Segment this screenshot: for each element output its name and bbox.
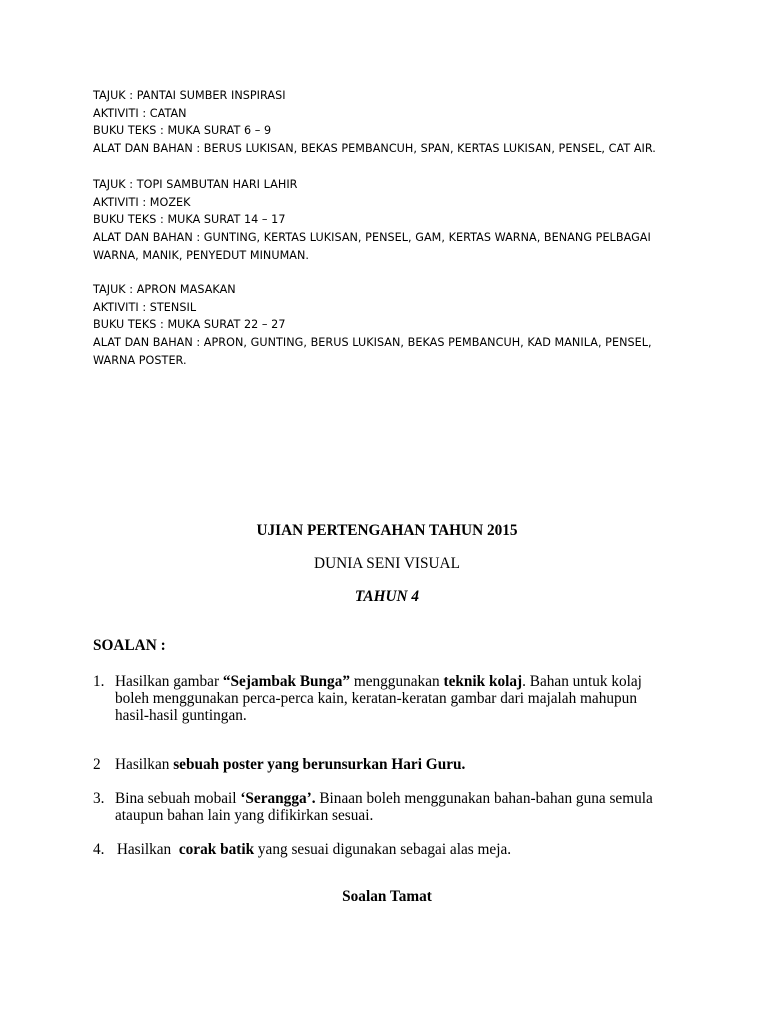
exam-year: TAHUN 4 [354, 588, 420, 605]
question-text-line: boleh menggunakan perca-perca kain, keratan-keratan gambar dari majalah mahupun [115, 690, 637, 707]
question-text: Hasilkan gambar [115, 673, 223, 690]
question-number: 2 [93, 756, 101, 773]
topic-block-1 [93, 87, 693, 158]
topic-title: TAJUK : APRON MASAKAN [93, 283, 236, 296]
topic-textbook-pages: BUKU TEKS : MUKA SURAT 6 – 9 [93, 124, 272, 138]
end-of-questions: Soalan Tamat [342, 888, 432, 905]
topic-materials: ALAT DAN BAHAN : GUNTING, KERTAS LUKISAN, PENSEL, GAM, KERTAS WARNA, BENANG PELBAGAI [93, 231, 651, 245]
question-number: 3. [93, 790, 105, 807]
question-4 [93, 841, 693, 858]
question-text: yang sesuai digunakan sebagai alas meja. [254, 841, 512, 858]
question-text: Bina sebuah mobail [115, 790, 241, 807]
question-text-line: ataupun bahan lain yang difikirkan sesuai. [115, 807, 374, 824]
question-text: Hasilkan [115, 756, 174, 773]
question-emphasis: sebuah poster yang berunsurkan Hari Guru. [173, 756, 466, 773]
question-emphasis: corak batik [178, 841, 255, 858]
question-2 [93, 756, 693, 773]
topic-textbook-pages: BUKU TEKS : MUKA SURAT 14 – 17 [93, 213, 286, 227]
topic-materials: ALAT DAN BAHAN : BERUS LUKISAN, BEKAS PEMBANCUH, SPAN, KERTAS LUKISAN, PENSEL, CAT AIR. [93, 142, 656, 156]
questions-heading: SOALAN : [93, 637, 166, 654]
topic-title: TAJUK : TOPI SAMBUTAN HARI LAHIR [93, 178, 298, 191]
question-1 [93, 673, 693, 724]
topic-materials-continued: WARNA, MANIK, PENYEDUT MINUMAN. [93, 248, 310, 262]
question-emphasis: ‘Serangga’. [240, 790, 316, 807]
topic-activity: AKTIVITI : CATAN [93, 106, 187, 120]
topic-title: TAJUK : PANTAI SUMBER INSPIRASI [93, 89, 286, 102]
question-text: . Bahan untuk kolaj [522, 673, 642, 690]
question-text: menggunakan [350, 673, 444, 690]
topic-textbook-pages: BUKU TEKS : MUKA SURAT 22 – 27 [93, 318, 286, 332]
question-emphasis: “Sejambak Bunga” [222, 673, 350, 690]
exam-title: UJIAN PERTENGAHAN TAHUN 2015 [256, 522, 518, 539]
topic-materials: ALAT DAN BAHAN : APRON, GUNTING, BERUS LUKISAN, BEKAS PEMBANCUH, KAD MANILA, PENSEL, [93, 336, 652, 350]
question-3 [93, 790, 693, 824]
topic-block-3 [93, 281, 693, 370]
question-emphasis: teknik kolaj [443, 673, 523, 690]
question-text: Hasilkan [113, 841, 179, 858]
question-number: 1. [93, 673, 105, 690]
topic-activity: AKTIVITI : STENSIL [93, 300, 197, 314]
topic-activity: AKTIVITI : MOZEK [93, 195, 191, 209]
question-text-line: hasil-hasil guntingan. [115, 707, 247, 724]
topic-block-2 [93, 176, 693, 265]
question-text: Binaan boleh menggunakan bahan-bahan guna semula [315, 790, 653, 807]
question-number: 4. [93, 841, 105, 858]
exam-subject: DUNIA SENI VISUAL [314, 555, 460, 572]
topic-materials-continued: WARNA POSTER. [93, 353, 187, 367]
